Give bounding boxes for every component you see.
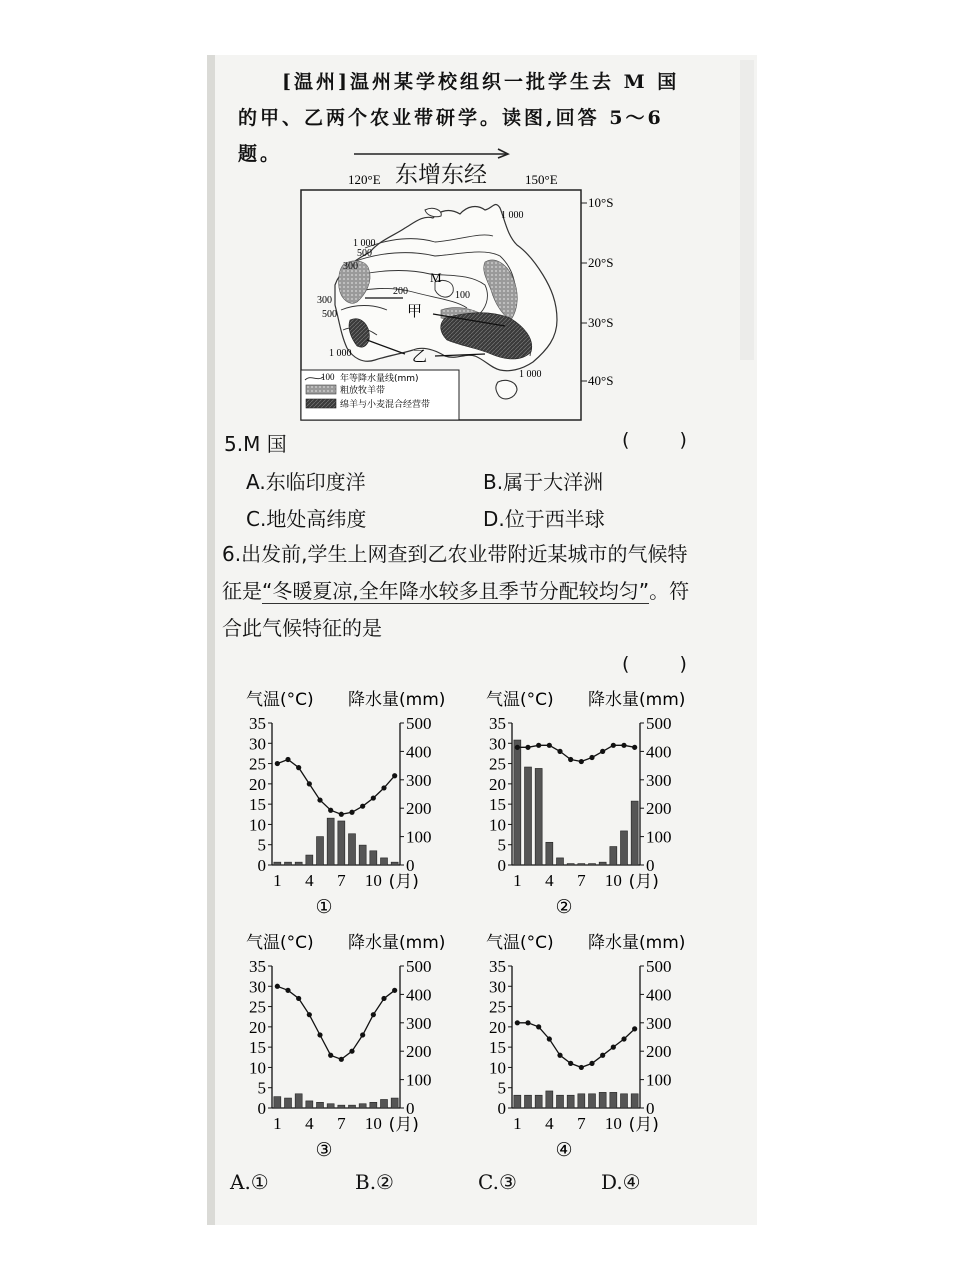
temperature-point [296, 765, 301, 770]
left-tick-label: 0 [257, 856, 266, 875]
bleed-through-strip [740, 60, 754, 360]
right-tick-label: 0 [406, 856, 415, 875]
temperature-point [579, 759, 584, 764]
isohyet-label: 100 [455, 290, 470, 301]
right-axis-label: 降水量(mm) [588, 690, 686, 710]
precip-bar [589, 864, 596, 865]
right-tick-label: 500 [646, 957, 672, 976]
temperature-point [285, 988, 290, 993]
precip-bar [338, 821, 345, 865]
right-tick-label: 0 [646, 856, 655, 875]
isohyet-label: 500 [322, 309, 337, 320]
right-axis-label: 降水量(mm) [348, 933, 446, 953]
legend-swatch-grazing [306, 385, 336, 394]
country-label-m: M [430, 270, 442, 285]
right-tick-label: 300 [646, 1013, 672, 1033]
temperature-point [392, 988, 397, 993]
left-tick-label: 15 [249, 795, 266, 815]
temperature-point [360, 804, 365, 809]
x-unit-label: (月) [628, 1115, 659, 1135]
left-tick-label: 35 [489, 957, 506, 976]
paper-edge-shadow [207, 55, 215, 1225]
precip-bar [599, 1092, 606, 1108]
left-tick-label: 10 [489, 1058, 506, 1078]
precip-bar [599, 862, 606, 865]
temperature-point [381, 785, 386, 790]
q6-answer-c[interactable]: C.③ [478, 1170, 517, 1194]
temperature-point [600, 1053, 605, 1058]
precip-bar [514, 740, 521, 865]
x-tick-label: 7 [577, 1114, 586, 1133]
precip-bar [338, 1105, 345, 1108]
left-tick-label: 5 [497, 1078, 506, 1098]
isohyet-label: 300 [343, 261, 358, 272]
right-tick-label: 300 [406, 1013, 432, 1033]
handwritten-annotation: 东增东经 [395, 162, 487, 188]
temperature-point [547, 1036, 552, 1041]
left-axis-label: 气温(°C) [246, 690, 314, 710]
left-tick-label: 0 [257, 1099, 266, 1118]
x-tick-label: 7 [337, 1114, 346, 1133]
temperature-point [328, 808, 333, 813]
x-tick-label: 10 [364, 871, 382, 890]
q5-option-d[interactable]: D.位于西半球 [483, 507, 605, 531]
right-tick-label: 400 [646, 985, 672, 1005]
precip-bar [274, 862, 281, 865]
right-tick-label: 200 [406, 799, 432, 819]
isohyet-label: 300 [317, 295, 332, 306]
left-tick-label: 30 [249, 734, 266, 754]
latitude-label-40s: 40°S [588, 373, 614, 388]
temperature-point [275, 761, 280, 766]
left-tick-label: 30 [489, 977, 506, 997]
right-axis-label: 降水量(mm) [588, 933, 686, 953]
q5-stem [224, 428, 287, 457]
region-label-yi: 乙 [412, 347, 428, 365]
x-tick-label: 1 [273, 1114, 282, 1133]
x-unit-label: (月) [628, 872, 659, 892]
precip-bar [285, 1098, 292, 1108]
temperature-point [360, 1032, 365, 1037]
precip-bar [359, 845, 366, 865]
temperature-point [349, 1049, 354, 1054]
precip-bar [535, 1095, 542, 1108]
precip-bar [621, 831, 628, 865]
island-outline [496, 380, 517, 398]
precip-bar [295, 1094, 302, 1108]
temperature-point [611, 743, 616, 748]
legend-swatch-sheep-wheat [306, 399, 336, 408]
q5-number: 5. [224, 432, 244, 456]
temperature-point [349, 810, 354, 815]
temperature-point [547, 743, 552, 748]
x-tick-label: 4 [305, 1114, 314, 1133]
left-axis-label: 气温(°C) [246, 933, 314, 953]
temperature-point [275, 984, 280, 989]
x-tick-label: 7 [337, 871, 346, 890]
temperature-point [589, 755, 594, 760]
precip-bar [359, 1104, 366, 1108]
right-tick-label: 0 [646, 1099, 655, 1118]
x-tick-label: 4 [545, 1114, 554, 1133]
precip-bar [610, 1092, 617, 1108]
left-tick-label: 30 [489, 734, 506, 754]
precip-bar [557, 858, 564, 865]
q5-answer-paren: ( ) [622, 429, 709, 451]
chart-marker: ② [555, 897, 573, 918]
precip-bar [525, 1095, 532, 1108]
q6-answer-d[interactable]: D.④ [601, 1170, 641, 1194]
q6-quote: “冬暖夏凉,全年降水较多且季节分配较均匀” [262, 579, 650, 603]
precip-bar [535, 768, 542, 865]
climate-chart-1 [230, 685, 460, 920]
right-tick-label: 500 [406, 714, 432, 733]
left-tick-label: 20 [489, 1017, 506, 1037]
q6-stem-after: 。符合此气候特征的是 [222, 579, 690, 640]
legend-label-grazing: 粗放牧羊带 [340, 386, 386, 396]
climate-chart-3 [230, 928, 460, 1168]
left-tick-label: 20 [249, 774, 266, 794]
left-tick-label: 0 [497, 1099, 506, 1118]
temperature-point [536, 1024, 541, 1029]
q5-option-c[interactable]: C.地处高纬度 [246, 507, 367, 531]
x-tick-label: 1 [513, 1114, 522, 1133]
left-tick-label: 10 [489, 815, 506, 835]
temperature-point [381, 996, 386, 1001]
temperature-point [307, 781, 312, 786]
isohyet-label: 1 000 [501, 210, 524, 221]
precip-bar [578, 864, 585, 865]
precip-bar [381, 858, 388, 865]
intro-text: 温州某学校组织一批学生去 M 国的甲、乙两个农业带研学。读图,回答 5～6 题。 [238, 71, 680, 165]
right-tick-label: 400 [406, 985, 432, 1005]
right-tick-label: 200 [646, 1042, 672, 1062]
right-tick-label: 0 [406, 1099, 415, 1118]
temperature-point [515, 1020, 520, 1025]
precip-bar [610, 847, 617, 865]
right-tick-label: 100 [646, 1070, 672, 1090]
source-tag: [温州] [282, 71, 350, 93]
right-tick-label: 400 [646, 742, 672, 762]
temperature-point [600, 749, 605, 754]
precip-bar [631, 1094, 638, 1108]
temperature-point [579, 1065, 584, 1070]
chart-marker: ③ [315, 1140, 333, 1161]
temperature-point [568, 757, 573, 762]
precip-bar [546, 842, 553, 865]
q6-stem-before: 出发前,学生上网查到乙农业带附近某城市的气候特征是 [222, 542, 688, 603]
q5-stem-text: M 国 [243, 432, 287, 456]
temperature-point [611, 1045, 616, 1050]
precip-bar [349, 1105, 356, 1108]
temperature-point [568, 1061, 573, 1066]
temperature-line [517, 745, 634, 761]
legend-label-sheep-wheat: 绵羊与小麦混合经营带 [340, 400, 431, 410]
left-tick-label: 25 [249, 997, 266, 1017]
temperature-point [285, 757, 290, 762]
isohyet-label: 500 [357, 248, 372, 259]
precip-bar [557, 1095, 564, 1108]
left-tick-label: 20 [489, 774, 506, 794]
x-tick-label: 10 [364, 1114, 382, 1133]
latitude-label-30s: 30°S [588, 315, 614, 330]
x-tick-label: 4 [305, 871, 314, 890]
precip-bar [578, 1094, 585, 1108]
left-tick-label: 35 [489, 714, 506, 733]
temperature-point [317, 1032, 322, 1037]
x-tick-label: 10 [604, 871, 622, 890]
latitude-ticks [581, 203, 587, 381]
precip-bar [306, 1101, 313, 1108]
left-tick-label: 25 [489, 997, 506, 1017]
q6-answer-paren: ( ) [622, 653, 709, 675]
temperature-point [328, 1053, 333, 1058]
precip-bar [370, 1102, 377, 1108]
map-figure [295, 170, 614, 425]
right-tick-label: 300 [646, 770, 672, 790]
q6-stem [222, 536, 692, 647]
x-tick-label: 4 [545, 871, 554, 890]
right-tick-label: 200 [646, 799, 672, 819]
precip-bar [621, 1094, 628, 1108]
precip-bar [546, 1091, 553, 1108]
precip-bar [274, 1097, 281, 1108]
q5-option-b[interactable]: B.属于大洋洲 [483, 470, 604, 494]
precip-bar [317, 1102, 324, 1108]
right-axis-label: 降水量(mm) [348, 690, 446, 710]
latitude-label-20s: 20°S [588, 255, 614, 270]
left-tick-label: 10 [249, 815, 266, 835]
latitude-label-10s: 10°S [588, 195, 614, 210]
precip-bar [306, 855, 313, 865]
climate-chart-2 [470, 685, 700, 920]
isohyet-label: 1 000 [329, 348, 352, 359]
right-tick-label: 400 [406, 742, 432, 762]
temperature-point [621, 1036, 626, 1041]
temperature-point [392, 773, 397, 778]
climate-chart-4 [470, 928, 700, 1168]
left-tick-label: 35 [249, 714, 266, 733]
right-tick-label: 300 [406, 770, 432, 790]
temperature-point [317, 797, 322, 802]
right-tick-label: 100 [406, 1070, 432, 1090]
isohyet-label: 1 000 [519, 369, 542, 380]
temperature-point [632, 1026, 637, 1031]
temperature-point [371, 795, 376, 800]
left-tick-label: 25 [249, 754, 266, 774]
temperature-line [277, 986, 394, 1059]
right-tick-label: 500 [646, 714, 672, 733]
precip-bar [589, 1094, 596, 1108]
precip-bar [525, 767, 532, 865]
precip-bar [327, 1104, 334, 1108]
right-tick-label: 200 [406, 1042, 432, 1062]
temperature-point [339, 812, 344, 817]
precip-bar [370, 851, 377, 865]
left-tick-label: 25 [489, 754, 506, 774]
left-tick-label: 35 [249, 957, 266, 976]
temperature-point [296, 996, 301, 1001]
precip-bar [381, 1099, 388, 1108]
temperature-point [632, 745, 637, 750]
precip-bar [567, 1095, 574, 1108]
q6-number: 6. [222, 542, 242, 566]
q6-answer-a[interactable]: A.① [230, 1170, 269, 1194]
left-tick-label: 15 [489, 795, 506, 815]
left-axis-label: 气温(°C) [486, 933, 554, 953]
temperature-point [515, 745, 520, 750]
precip-bar [391, 1098, 398, 1108]
legend-sample-value: 100 [321, 372, 335, 382]
x-tick-label: 1 [273, 871, 282, 890]
q6-answer-b[interactable]: B.② [355, 1170, 394, 1194]
temperature-point [589, 1061, 594, 1066]
temperature-point [525, 745, 530, 750]
x-unit-label: (月) [388, 872, 419, 892]
temperature-line [277, 760, 394, 815]
right-tick-label: 100 [646, 827, 672, 847]
precip-bar [631, 801, 638, 865]
right-tick-label: 500 [406, 957, 432, 976]
left-tick-label: 30 [249, 977, 266, 997]
temperature-point [307, 1012, 312, 1017]
x-tick-label: 1 [513, 871, 522, 890]
precip-bar [285, 862, 292, 865]
precip-bar [391, 862, 398, 865]
precip-bar [327, 818, 334, 865]
left-tick-label: 0 [497, 856, 506, 875]
chart-marker: ① [315, 897, 333, 918]
left-tick-label: 5 [257, 835, 266, 855]
precip-bar [514, 1095, 521, 1108]
q5-option-a[interactable]: A.东临印度洋 [246, 470, 366, 494]
x-unit-label: (月) [388, 1115, 419, 1135]
longitude-label-120e: 120°E [348, 172, 381, 187]
left-tick-label: 5 [497, 835, 506, 855]
left-tick-label: 20 [249, 1017, 266, 1037]
x-tick-label: 7 [577, 871, 586, 890]
left-tick-label: 5 [257, 1078, 266, 1098]
isohyet-label: 200 [393, 286, 408, 297]
precip-bar [295, 862, 302, 865]
region-label-jia: 甲 [407, 302, 423, 320]
x-tick-label: 10 [604, 1114, 622, 1133]
temperature-point [525, 1020, 530, 1025]
temperature-line [517, 1023, 634, 1068]
longitude-label-150e: 150°E [525, 172, 558, 187]
left-axis-label: 气温(°C) [486, 690, 554, 710]
left-tick-label: 10 [249, 1058, 266, 1078]
temperature-point [557, 749, 562, 754]
isohyet-label: 1 000 [353, 238, 376, 249]
legend-label-isohyet: 年等降水量线(mm) [340, 374, 419, 384]
temperature-point [339, 1057, 344, 1062]
left-tick-label: 15 [489, 1038, 506, 1058]
chart-marker: ④ [555, 1140, 573, 1161]
precip-bar [567, 864, 574, 865]
temperature-point [536, 743, 541, 748]
precip-bar [317, 837, 324, 865]
precip-bar [349, 834, 356, 865]
temperature-point [557, 1053, 562, 1058]
temperature-point [621, 743, 626, 748]
left-tick-label: 15 [249, 1038, 266, 1058]
right-tick-label: 100 [406, 827, 432, 847]
temperature-point [371, 1012, 376, 1017]
